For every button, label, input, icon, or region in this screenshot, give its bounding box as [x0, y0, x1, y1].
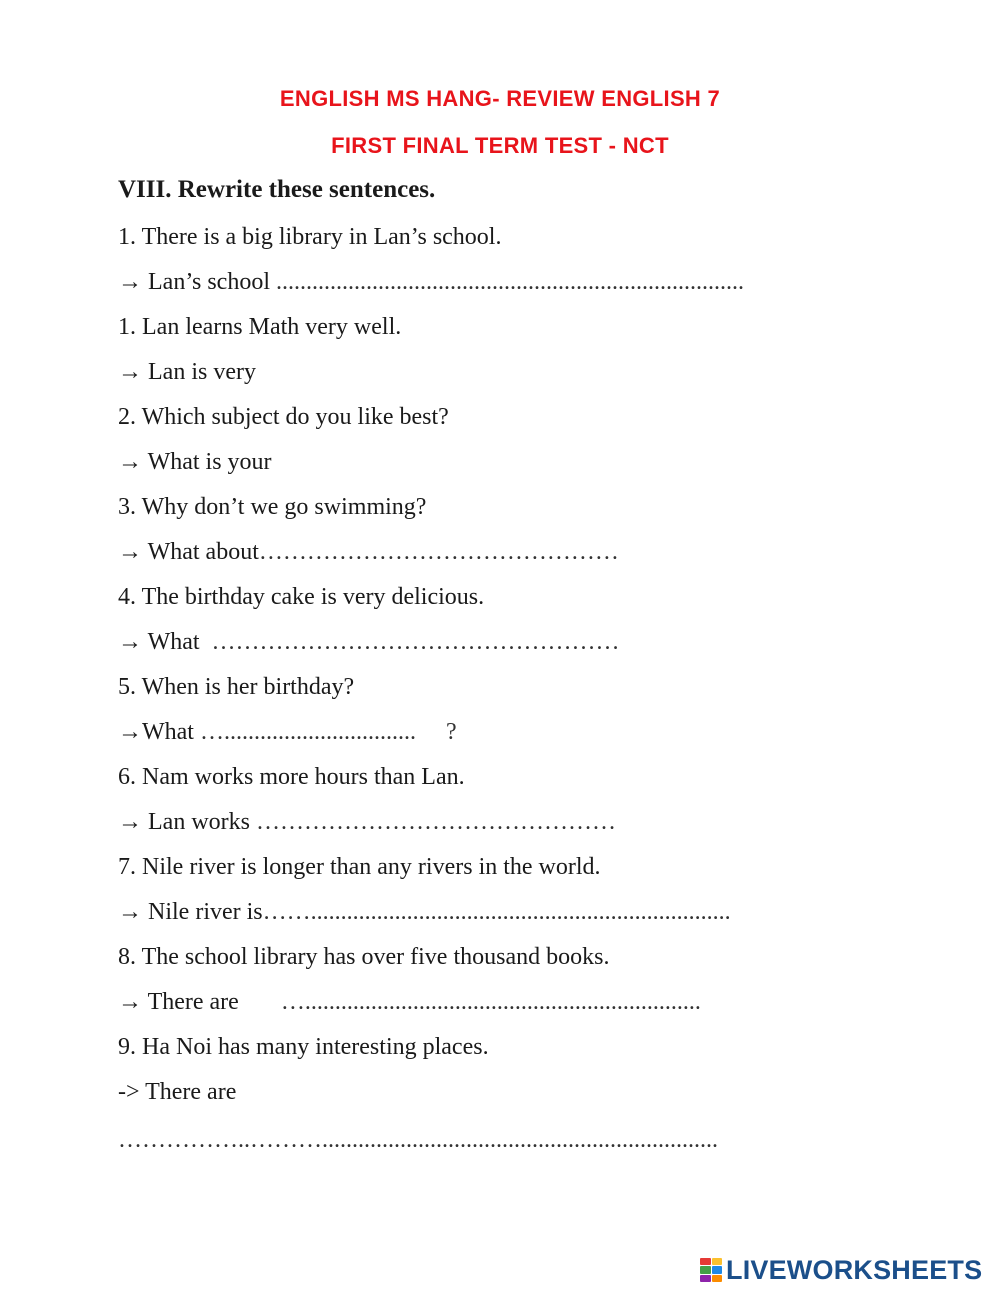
answer-line-5 [118, 627, 620, 657]
answer-prefix-6: →What [118, 719, 194, 745]
answer-prefix-3: → What is your [118, 449, 272, 475]
page-subtitle: FIRST FINAL TERM TEST - NCT [331, 133, 669, 158]
answer-line-8 [118, 897, 731, 927]
final-fill[interactable]: ……………..……….................................................................. [118, 1127, 718, 1153]
question-prompt-3: 2. Which subject do you like best? [118, 404, 449, 430]
section-heading: VIII. Rewrite these sentences. [118, 176, 436, 203]
question-prompt-9: 8. The school library has over five thousand books. [118, 944, 610, 970]
answer-line-2 [118, 357, 262, 387]
logo-tile [712, 1275, 723, 1282]
answer-fill-9[interactable]: ….................................................................. [280, 989, 701, 1015]
answer-line-1 [118, 267, 744, 297]
logo-tile [700, 1258, 711, 1265]
answer-prefix-8: → Nile river is [118, 899, 263, 925]
answer-line-9 [118, 987, 701, 1017]
question-prompt-2: 1. Lan learns Math very well. [118, 314, 402, 340]
page-title: ENGLISH MS HANG- REVIEW ENGLISH 7 [279, 86, 721, 111]
answer-fill-1[interactable]: .............................................................................. [275, 269, 744, 295]
answer-prefix-1: → Lan’s school [118, 269, 270, 295]
question-prompt-8: 7. Nile river is longer than any rivers in the world. [118, 854, 601, 880]
answer-line-4 [118, 537, 619, 567]
answer-prefix-2: → Lan is very [118, 359, 256, 385]
answer-prefix-5: → What [118, 629, 200, 655]
answer-line-3 [118, 447, 278, 477]
answer-line-10 [118, 1077, 242, 1107]
answer-line-6 [118, 717, 457, 747]
logo-tile [712, 1258, 723, 1265]
answer-fill-5[interactable]: …………………………………………… [211, 629, 620, 655]
answer-line-10-continuation [118, 1125, 718, 1155]
question-prompt-7: 6. Nam works more hours than Lan. [118, 764, 465, 790]
answer-prefix-10: -> There are [118, 1079, 237, 1105]
answer-prefix-7: → Lan works [118, 809, 250, 835]
answer-line-7 [118, 807, 616, 837]
question-prompt-4: 3. Why don’t we go swimming? [118, 494, 427, 520]
logo-tile [712, 1266, 723, 1273]
question-prompt-6: 5. When is her birthday? [118, 674, 355, 700]
answer-fill-6[interactable]: …................................ ? [199, 719, 457, 745]
answer-fill-8[interactable]: ……...................................................................... [262, 899, 731, 925]
logo-tile [700, 1275, 711, 1282]
question-prompt-10: 9. Ha Noi has many interesting places. [118, 1034, 489, 1060]
logo-text: LIVEWORKSHEETS [726, 1254, 983, 1285]
liveworksheets-logo [700, 1255, 1000, 1285]
answer-fill-7[interactable]: ……………………………………… [255, 809, 616, 835]
question-prompt-1: 1. There is a big library in Lan’s school. [118, 224, 502, 250]
logo-tile [700, 1266, 711, 1273]
answer-fill-4[interactable]: ……………………………………… [258, 539, 619, 565]
answer-prefix-4: → What about [118, 539, 259, 565]
answer-prefix-9: → There are [118, 989, 239, 1015]
logo-tiles-icon [700, 1258, 722, 1282]
question-prompt-5: 4. The birthday cake is very delicious. [118, 584, 485, 610]
